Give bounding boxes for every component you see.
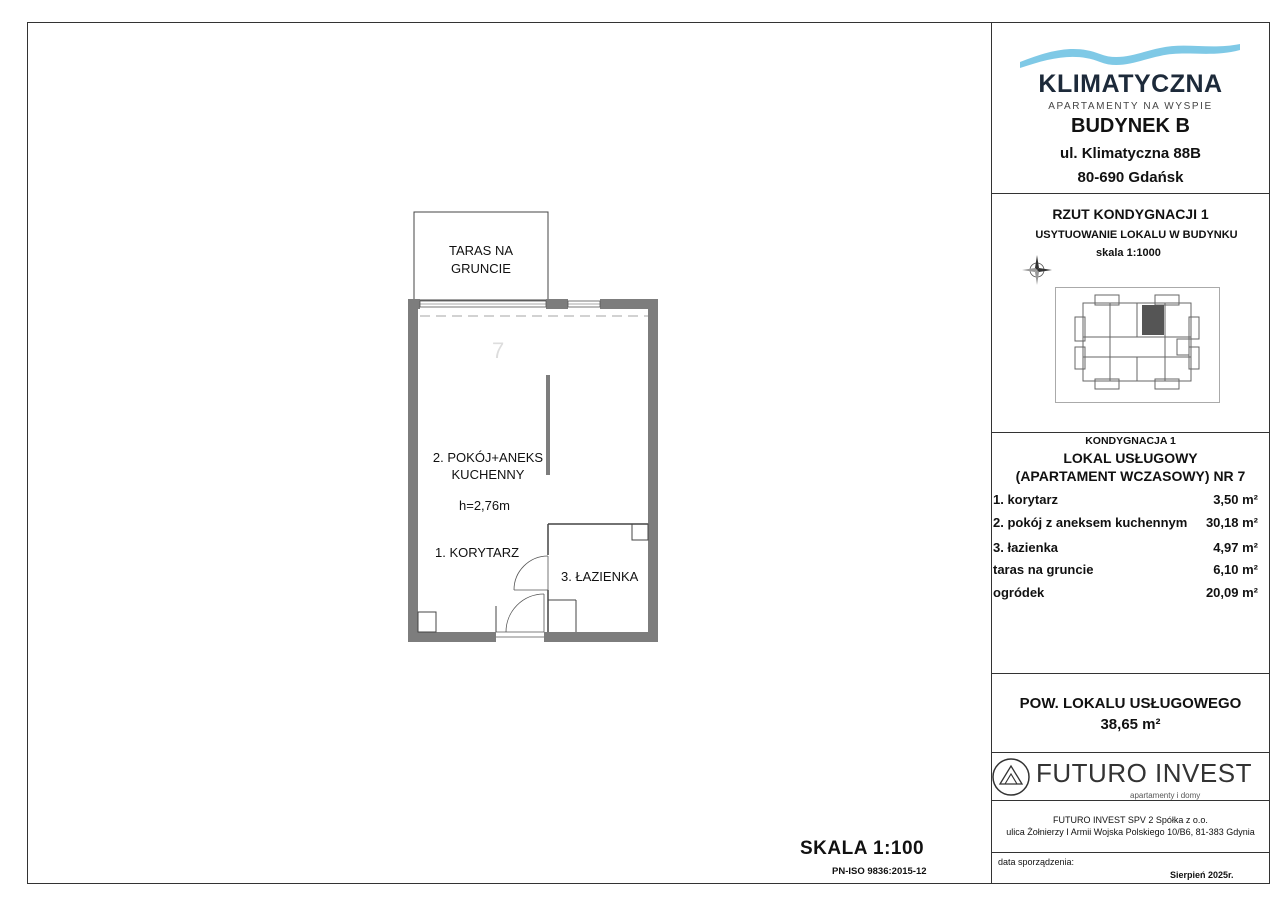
company-address: ulica Żołnierzy I Armii Wojska Polskiego 10/B6, 81-383 Gdynia — [1006, 827, 1255, 837]
room-row-label: 1. korytarz — [993, 492, 1059, 507]
divider — [991, 752, 1270, 753]
room-row-label: 3. łazienka — [993, 540, 1059, 555]
plan-norm: PN-ISO 9836:2015-12 — [832, 866, 927, 877]
building-location-map — [1055, 287, 1220, 403]
unit-type: LOKAL USŁUGOWY — [1063, 450, 1198, 466]
room-row-label: 2. pokój z aneksem kuchennym — [993, 515, 1188, 530]
bathroom-label: 3. ŁAZIENKA — [561, 569, 639, 584]
total-area-value: 38,65 m² — [1100, 716, 1161, 733]
room-row-area: 6,10 m² — [1213, 562, 1258, 577]
location-scale: skala 1:1000 — [1096, 247, 1161, 259]
room-label: 2. POKÓJ+ANEKS KUCHENNY — [432, 450, 544, 482]
company-name: FUTURO INVEST SPV 2 Spółka z o.o. — [1053, 815, 1208, 825]
room-row-area: 20,09 m² — [1205, 585, 1258, 600]
wave-logo-icon — [1020, 40, 1240, 70]
room-row-area: 30,18 m² — [1205, 515, 1258, 530]
building-name: BUDYNEK B — [1071, 115, 1190, 137]
room-row-area: 3,50 m² — [1213, 492, 1258, 507]
room-row-label: ogródek — [993, 585, 1045, 600]
total-area-label: POW. LOKALU USŁUGOWEGO — [1019, 695, 1242, 712]
room-row-label: taras na gruncie — [993, 562, 1094, 577]
futuro-logo-icon — [990, 756, 1032, 798]
ceiling-height: h=2,76m — [459, 498, 510, 513]
unit-number-watermark: 7 — [492, 338, 505, 363]
divider — [991, 852, 1270, 853]
divider — [991, 673, 1270, 674]
room-row-area: 4,97 m² — [1213, 540, 1258, 555]
plan-scale: SKALA 1:100 — [800, 838, 925, 859]
divider — [991, 800, 1270, 801]
brand-subtitle: APARTAMENTY NA WYSPIE — [1048, 101, 1213, 112]
unit-name: (APARTAMENT WCZASOWY) NR 7 — [1015, 468, 1246, 484]
date-value: Sierpień 2025r. — [1170, 870, 1234, 880]
street-address: ul. Klimatyczna 88B — [1060, 145, 1201, 162]
wall-right — [648, 299, 658, 642]
unit-floor: KONDYGNACJA 1 — [1085, 435, 1176, 447]
company-logo-subtitle: apartamenty i domy — [1130, 791, 1201, 800]
unit-highlight — [1142, 305, 1164, 335]
terrace-label: TARAS NA GRUNCIE — [448, 243, 514, 276]
company-logo-text: FUTURO INVEST — [1036, 758, 1252, 788]
wall-left — [408, 299, 418, 642]
corridor-label: 1. KORYTARZ — [435, 545, 520, 560]
compass-icon — [1020, 253, 1054, 287]
divider — [991, 432, 1270, 433]
city-address: 80-690 Gdańsk — [1077, 169, 1184, 186]
location-subtitle: USYTUOWANIE LOKALU W BUDYNKU — [1035, 229, 1238, 241]
brand-name: KLIMATYCZNA — [1038, 70, 1223, 98]
floor-plan-title: RZUT KONDYGNACJI 1 — [1052, 206, 1209, 222]
date-label: data sporządzenia: — [998, 857, 1075, 867]
divider — [991, 193, 1270, 194]
